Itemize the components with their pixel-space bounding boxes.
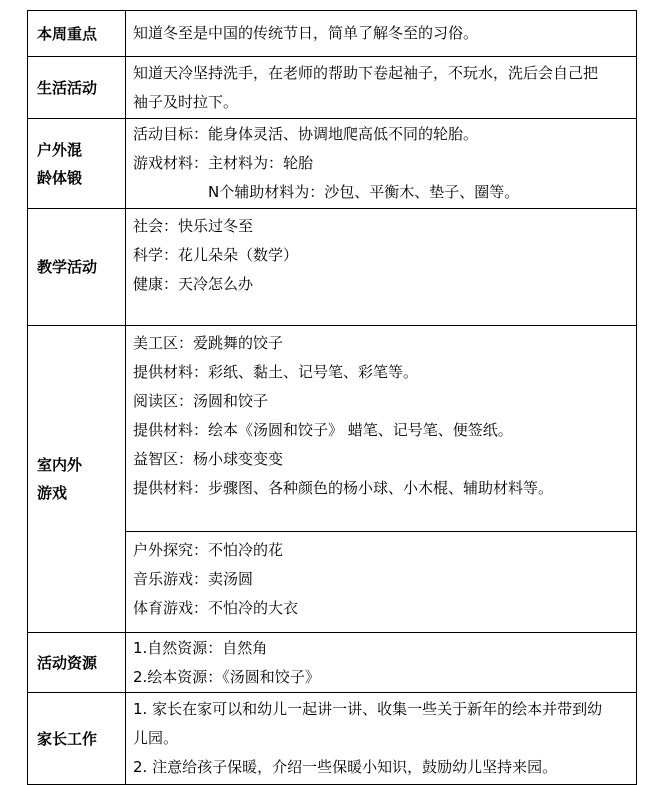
indoor-line-6: 提供材料：步骤图、各种颜色的杨小球、小木棍、辅助材料等。 (133, 479, 554, 497)
label-games-line-1: 室内外 (37, 456, 83, 474)
parents-line-1: 1. 家长在家可以和幼儿一起讲一讲、收集一些关于新年的绘本并带到幼 (133, 700, 603, 718)
label-parents: 家长工作 (28, 693, 126, 785)
indoor-line-4: 提供材料：绘本《汤圆和饺子》 蜡笔、记号笔、便签纸。 (133, 421, 513, 439)
label-games (28, 326, 126, 633)
row-life (28, 57, 637, 119)
outdoor-line-2: 游戏材料：主材料为：轮胎 (133, 154, 314, 172)
resources-line-1: 1.自然资源：自然角 (133, 638, 268, 657)
content-life (126, 57, 637, 119)
resources-line-2: 2.绘本资源：《汤圆和饺子》 (133, 667, 320, 686)
label-games-line-2: 游戏 (37, 484, 68, 502)
label-outdoor-line-1: 户外混 (37, 140, 83, 159)
teaching-line-1: 社会：快乐过冬至 (133, 217, 254, 235)
row-games-indoor (28, 326, 637, 532)
content-resources (126, 633, 637, 693)
focus-line-1: 知道冬至是中国的传统节日，简单了解冬至的习俗。 (133, 24, 479, 42)
row-focus (28, 11, 637, 57)
games-outdoor-line-1: 户外探究：不怕冷的花 (133, 541, 284, 559)
label-outdoor (28, 119, 126, 209)
label-teaching: 教学活动 (28, 209, 126, 326)
parents-line-3: 2. 注意给孩子保暖，介绍一些保暖小知识，鼓励幼儿坚持来园。 (133, 758, 558, 776)
row-outdoor (28, 119, 637, 209)
row-teaching (28, 209, 637, 326)
teaching-line-3: 健康：天冷怎么办 (133, 275, 254, 293)
games-outdoor-line-3: 体育游戏：不怕冷的大衣 (133, 599, 299, 617)
indoor-line-2: 提供材料：彩纸、黏土、记号笔、彩笔等。 (133, 363, 419, 381)
content-games-outdoor (126, 532, 637, 633)
teaching-line-2: 科学：花儿朵朵（数学） (133, 246, 299, 264)
life-line-1: 知道天冷坚持洗手，在老师的帮助下卷起袖子，不玩水，洗后会自己把 (133, 63, 599, 82)
content-teaching (126, 209, 637, 326)
parents-line-2: 儿园。 (133, 729, 179, 747)
row-parents (28, 693, 637, 785)
indoor-line-5: 益智区：杨小球变变变 (133, 450, 284, 468)
label-life: 生活活动 (28, 57, 126, 119)
life-line-2: 袖子及时拉下。 (133, 92, 239, 111)
label-resources: 活动资源 (28, 633, 126, 693)
indoor-line-3: 阅读区：汤圆和饺子 (133, 392, 269, 410)
weekly-plan-table (27, 10, 637, 785)
content-parents (126, 693, 637, 785)
content-outdoor (126, 119, 637, 209)
content-focus (126, 11, 637, 57)
outdoor-line-1: 活动目标：能身体灵活、协调地爬高低不同的轮胎。 (133, 125, 479, 143)
outdoor-line-3: N个辅助材料为：沙包、平衡木、垫子、圈等。 (208, 183, 520, 201)
content-games-indoor (126, 326, 637, 532)
games-outdoor-line-2: 音乐游戏：卖汤圆 (133, 570, 254, 588)
label-outdoor-line-2: 龄体锻 (37, 168, 83, 187)
indoor-line-1: 美工区：爱跳舞的饺子 (133, 334, 284, 352)
label-focus: 本周重点 (28, 11, 126, 57)
row-resources (28, 633, 637, 693)
